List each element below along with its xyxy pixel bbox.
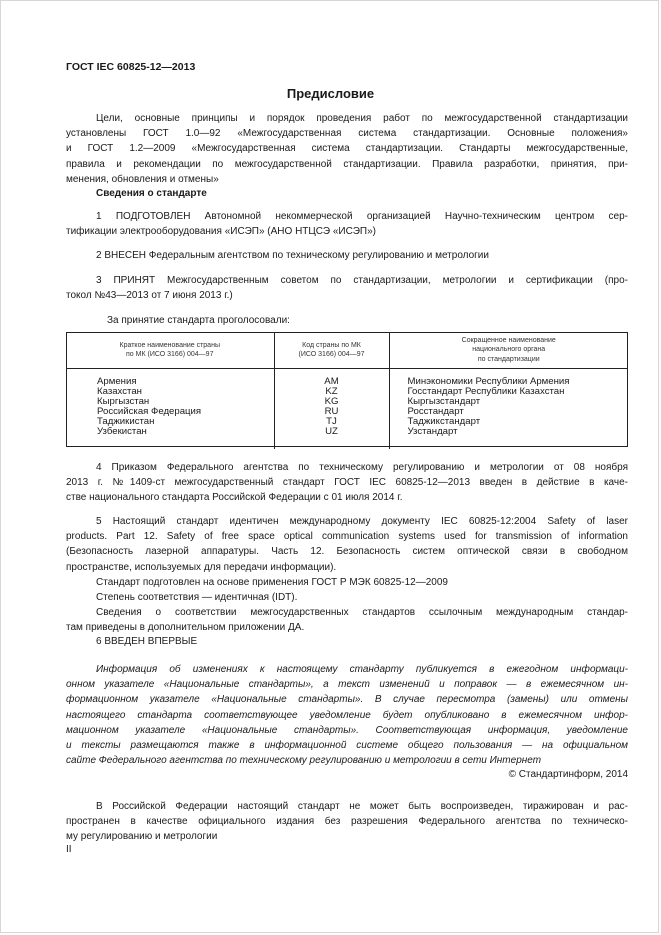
body-cell: Минэкономики Республики Армения: [407, 376, 570, 387]
text-line: там приведены в дополнительном приложении ДА.: [66, 622, 305, 634]
text-line: онном указателе «Национальные стандарты», а текст изменений и поправок — в ежемесячном ин-: [66, 679, 628, 691]
reproduction-notice: [66, 799, 628, 845]
text-line: 2013 г. №1409-ст межгосударственный стандарт ГОСТ IEC 60825-12—2013 введен в действие в каче-: [66, 477, 628, 489]
column-header-body: [389, 332, 628, 369]
text-line: products. Part 12. Safety of free space optical communication systems used for transmission of information: [66, 531, 628, 543]
text-line: сайте Федерального агентства по техническому регулированию и метрологии в сети Интернет: [66, 755, 542, 767]
text-line: 5 Настоящий стандарт идентичен международному документу IEC 60825-12:2004 Safety of laser: [96, 516, 628, 527]
intro-paragraph: [66, 111, 628, 187]
body-cell: Госстандарт Республики Казахстан: [407, 386, 565, 397]
body-cell: Кыргызстандарт: [407, 396, 481, 407]
code-cell: UZ: [274, 427, 389, 449]
text-line: правила и рекомендации по межгосударственной стандартизации. Правила разработки, принятия, при-: [66, 158, 628, 170]
vote-table: [66, 332, 628, 449]
header-line: Код страны по МК: [302, 341, 361, 349]
body-cell: Росстандарт: [407, 406, 464, 417]
text-line: и тексты размещаются также в информационной системе общего пользования — на официальном: [66, 740, 628, 752]
country-cell: Армения: [66, 369, 274, 388]
table-row: [66, 427, 628, 449]
text-line: пространен в качестве официального издания без разрешения Федерального агентства по техническо-: [66, 816, 628, 828]
country-cell: Казахстан: [66, 387, 274, 397]
body-cell: Таджикстандарт: [407, 416, 481, 427]
copyright: © Стандартинформ, 2014: [508, 769, 628, 780]
country-cell: Российская Федерация: [66, 407, 274, 417]
table-header-row: [66, 332, 628, 369]
text-line: В Российской Федерации настоящий стандарт не может быть воспроизведен, тиражирован и рас-: [96, 801, 628, 812]
header-line: Краткое наименование страны: [119, 341, 220, 349]
text-line: му регулированию и метрологии: [66, 831, 218, 843]
header-line: (ИСО 3166) 004—97: [298, 351, 365, 358]
header-line: по стандартизации: [477, 355, 540, 363]
text-line: формационном указателе «Национальные стандарты». В случае пересмотра (замены) или отмены: [66, 694, 628, 706]
item-5: [66, 514, 628, 636]
section-heading: Сведения о стандарте: [96, 188, 207, 199]
text-line: 3 ПРИНЯТ Межгосударственным советом по стандартизации, метрологии и сертификации (про-: [96, 275, 628, 286]
text-line: Сведения о соответствии межгосударственных стандартов ссылочным международным стандар-: [96, 607, 628, 619]
header-line: по МК (ИСО 3166) 004—97: [126, 351, 214, 358]
text-line: (Безопасность лазерной аппаратуры. Часть 12. Безопасность систем оптической связи в свободном: [66, 546, 628, 558]
country-cell: Таджикистан: [66, 417, 274, 427]
column-header-country: [66, 332, 274, 369]
table-row: [66, 369, 628, 388]
text-line: стве национального стандарта Российской Федерации с 01 июля 2014 г.: [66, 492, 403, 504]
text-line: установлены ГОСТ 1.0—92 «Межгосударственная система стандартизации. Основные положения»: [66, 128, 628, 140]
text-line: пространстве, используемых для передачи информации).: [66, 561, 337, 573]
text-line: настоящего стандарта соответствующее уведомление будет опубликовано в ежемесячном инфор-: [66, 709, 628, 721]
text-line: Информация об изменениях к настоящему стандарту публикуется в ежегодном информаци-: [96, 664, 628, 675]
document-code: ГОСТ IEC 60825-12—2013: [66, 61, 196, 73]
code-cell: RU: [274, 407, 389, 417]
table-row: [66, 417, 628, 427]
country-cell: Кыргызстан: [66, 397, 274, 407]
item-2: 2 ВНЕСЕН Федеральным агентством по техническому регулированию и метрологии: [96, 250, 489, 261]
table-row: [66, 387, 628, 397]
text-line: тификации электрооборудования «ИСЭП» (АНО НТЦСЭ «ИСЭП»): [66, 226, 376, 238]
column-header-code: [274, 332, 389, 369]
vote-intro: За принятие стандарта проголосовали:: [107, 315, 290, 326]
country-cell: Узбекистан: [66, 427, 274, 449]
code-cell: KG: [274, 397, 389, 407]
header-line: национального органа: [472, 346, 546, 354]
page-title: Предисловие: [286, 86, 375, 101]
body-cell: Узстандарт: [407, 426, 458, 437]
text-line: мационном указателе «Национальные стандарты». Соответствующая информация, уведомление: [66, 724, 628, 736]
text-line: менения, обновления и отмены»: [66, 173, 219, 185]
text-line: токол №43—2013 от 7 июня 2013 г.): [66, 290, 233, 302]
header-line: Сокращенное наименование: [461, 336, 556, 344]
page-number: II: [66, 844, 72, 855]
text-line: и ГОСТ 1.2—2009 «Межгосударственная система стандартизации. Стандарты межгосударственные,: [66, 143, 628, 155]
text-line: Стандарт подготовлен на основе применения ГОСТ Р МЭК 60825-12—2009: [96, 576, 448, 588]
text-line: Цели, основные принципы и порядок проведения работ по межгосударственной стандартизации: [96, 113, 628, 124]
code-cell: AM: [274, 369, 389, 388]
item-4: [66, 460, 628, 506]
code-cell: TJ: [274, 417, 389, 427]
item-3: [66, 273, 628, 303]
item-1: [66, 209, 628, 239]
code-cell: KZ: [274, 387, 389, 397]
item-6: 6 ВВЕДЕН ВПЕРВЫЕ: [96, 636, 198, 647]
text-line: 4 Приказом Федерального агентства по техническому регулированию и метрологии от 08 ноября: [96, 462, 628, 473]
text-line: 1 ПОДГОТОВЛЕН Автономной некоммерческой организацией Научно-техническим центром сер-: [96, 211, 628, 222]
info-notice: [66, 662, 628, 768]
text-line: Степень соответствия — идентичная (IDT).: [96, 592, 298, 604]
